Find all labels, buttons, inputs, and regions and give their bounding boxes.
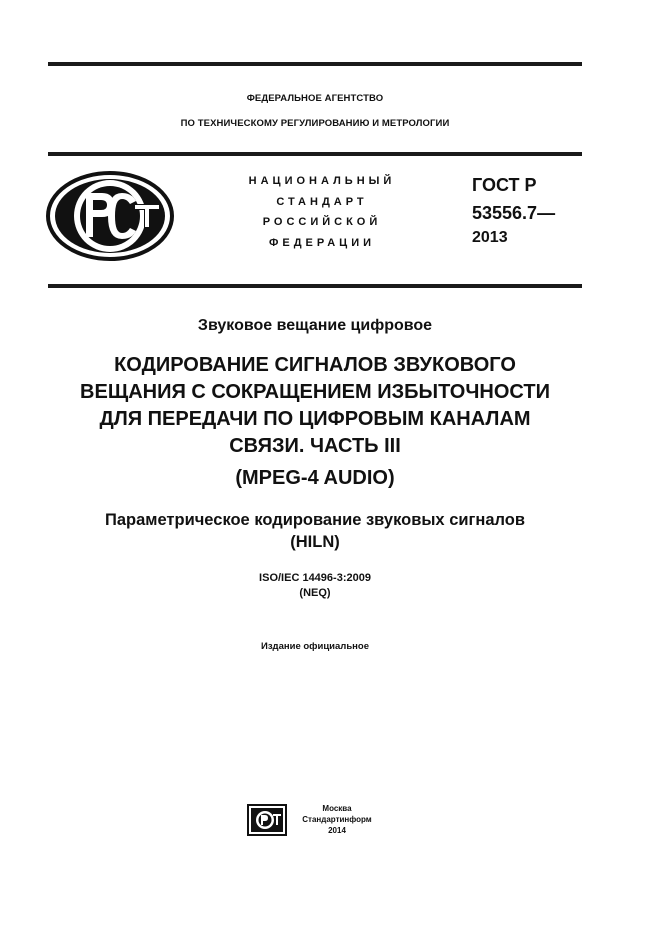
designation-year: 2013 (472, 229, 508, 246)
national-standard-line-4: ФЕДЕРАЦИИ (268, 236, 376, 249)
publisher-year: 2014 (328, 826, 346, 835)
subject-subtitle: Звуковое вещание цифровое (197, 317, 433, 334)
publisher-logo (247, 804, 287, 836)
title-line: ВЕЩАНИЯ С СОКРАЩЕНИЕМ ИЗБЫТОЧНОСТИ (80, 381, 550, 403)
parametric-coding-title (40, 509, 590, 553)
designation-number: 53556.7— (472, 203, 556, 223)
top-rule (48, 62, 582, 66)
national-standard-line-3: РОССИЙСКОЙ (262, 216, 382, 228)
national-standard-block (222, 171, 422, 253)
national-standard-line-2: СТАНДАРТ (276, 195, 368, 208)
agency-line-1: ФЕДЕРАЛЬНОЕ АГЕНТСТВО (246, 93, 384, 104)
publisher-block (296, 803, 378, 836)
title-line: КОДИРОВАНИЕ СИГНАЛОВ ЗВУКОВОГО (114, 354, 516, 376)
agency-line-2: ПО ТЕХНИЧЕСКОМУ РЕГУЛИРОВАНИЮ И МЕТРОЛОГИИ (180, 118, 450, 129)
middle-rule (48, 152, 582, 156)
part-title: (MPEG-4 AUDIO) (235, 467, 395, 489)
edition-label: Издание официальное (261, 641, 369, 652)
designation-prefix: ГОСТ Р (472, 175, 537, 195)
bottom-rule (48, 284, 582, 288)
title-line: СВЯЗИ. ЧАСТЬ III (229, 435, 401, 457)
iso-number: ISO/IEC 14496-3:2009 (259, 572, 371, 584)
param-line: (HILN) (290, 533, 340, 551)
iso-equivalence: (NEQ) (299, 587, 331, 599)
publisher-city: Москва (322, 804, 352, 813)
document-title (40, 352, 590, 460)
title-line: ДЛЯ ПЕРЕДАЧИ ПО ЦИФРОВЫМ КАНАЛАМ (99, 408, 531, 430)
publisher-name: Стандартинформ (302, 815, 372, 824)
standard-designation (472, 171, 555, 249)
gost-r-logo (46, 171, 174, 261)
national-standard-line-1: НАЦИОНАЛЬНЫЙ (248, 175, 396, 187)
param-line: Параметрическое кодирование звуковых сигналов (104, 511, 526, 529)
iso-reference (48, 571, 582, 601)
